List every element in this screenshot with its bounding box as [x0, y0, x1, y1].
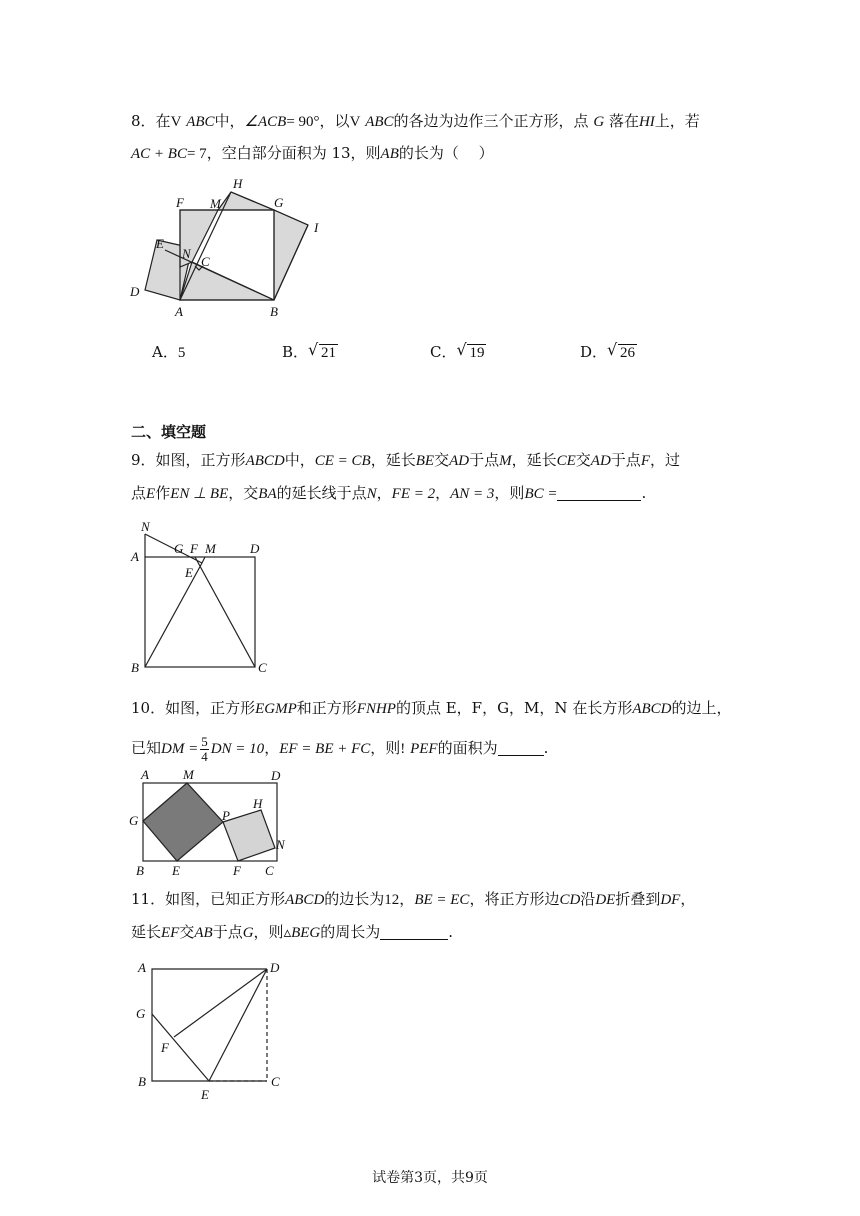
answer-blank[interactable] — [498, 741, 544, 756]
text: 中， — [214, 112, 245, 130]
square-fnhp — [223, 810, 275, 861]
text: 的周长为 — [320, 923, 381, 941]
label-c: C — [271, 1074, 280, 1089]
label-c: C — [201, 254, 210, 269]
math: AB — [194, 925, 213, 941]
answer-blank[interactable] — [557, 486, 641, 501]
text: . — [641, 484, 647, 502]
triangle-shade-bottom — [180, 262, 274, 300]
text: 延长 — [131, 923, 162, 941]
text: 的面积为 — [437, 739, 498, 757]
text: 折叠到 — [615, 890, 661, 908]
math: BEG — [291, 925, 321, 941]
choice-letter: B． — [282, 343, 309, 361]
choice-b[interactable] — [282, 341, 338, 364]
text: 上，若 — [654, 112, 700, 130]
text: 在 — [155, 112, 171, 130]
text: 的顶点 E，F，G，M，N 在长方形 — [395, 699, 633, 717]
math: BE — [415, 453, 435, 469]
text: 如图，已知正方形 — [165, 890, 286, 908]
math: EN ⊥ BE — [170, 486, 229, 502]
text: ， — [435, 484, 451, 502]
text: 和正方形 — [296, 699, 357, 717]
text: ，交 — [228, 484, 259, 502]
numerator: 5 — [201, 733, 208, 749]
text: ， — [376, 484, 392, 502]
choice-value: 21 — [321, 345, 337, 361]
triangle-symbol: V — [349, 114, 361, 130]
text: 落在 — [608, 112, 639, 130]
text: ，以 — [319, 112, 350, 130]
text: ，空白部分面积为 13，则 — [206, 144, 381, 162]
text: ，过 — [649, 451, 680, 469]
math: = 90° — [286, 114, 320, 130]
label-f: F — [176, 195, 184, 210]
choice-value: 19 — [469, 345, 485, 361]
text: 交 — [179, 923, 195, 941]
label-b: B — [136, 863, 144, 878]
label-f: F — [190, 541, 198, 556]
text: 于点 — [469, 451, 500, 469]
q9-line1 — [131, 449, 680, 472]
choice-letter: D． — [580, 343, 608, 361]
label-a: A — [138, 960, 146, 975]
q10-line1 — [131, 697, 732, 720]
answer-blank[interactable] — [380, 925, 448, 940]
math: ∠ACB — [244, 114, 287, 130]
text: ，将正方形边 — [469, 890, 560, 908]
text: 的长为（ ） — [398, 144, 494, 162]
label-e: E — [156, 236, 164, 251]
text: 的边上， — [671, 699, 732, 717]
question-number: 10． — [131, 699, 166, 717]
label-e: E — [201, 1087, 209, 1102]
text: 的边长为 — [324, 890, 385, 908]
text: ，则 — [494, 484, 525, 502]
label-d: D — [270, 960, 280, 975]
math: CE — [556, 453, 576, 469]
text: 沿 — [580, 890, 596, 908]
section-title: 二、填空题 — [131, 423, 207, 441]
math: ABC — [365, 114, 394, 130]
choice-value: 5 — [177, 345, 186, 361]
text: 于点 — [212, 923, 243, 941]
label-m: M — [183, 768, 194, 782]
label-b: B — [270, 304, 278, 319]
choice-c[interactable] — [430, 341, 486, 364]
question-number: 9． — [131, 451, 156, 469]
label-e: E — [172, 863, 180, 878]
math: DM = — [161, 741, 199, 757]
math: PEF — [410, 741, 438, 757]
label-c: C — [258, 660, 267, 675]
label-b: B — [138, 1074, 146, 1089]
text: ， — [264, 739, 280, 757]
label-p: P — [222, 808, 230, 823]
text: 中， — [284, 451, 315, 469]
text: 已知 — [131, 739, 162, 757]
sqrt: √ 26 — [607, 340, 636, 361]
text: . — [543, 739, 549, 757]
label-a: A — [131, 549, 139, 564]
math: ABCD — [632, 701, 672, 717]
text: 的延长线于点 — [276, 484, 367, 502]
square-egmp — [143, 783, 223, 861]
label-n: N — [182, 246, 191, 261]
math: G — [242, 925, 254, 941]
label-h: H — [233, 176, 243, 191]
math: F — [640, 453, 650, 469]
q10-line2 — [131, 733, 548, 764]
label-g: G — [274, 195, 284, 210]
math: 12 — [384, 892, 400, 908]
math: HI — [638, 114, 655, 130]
text: ，则 — [370, 739, 401, 757]
text: 如图，正方形 — [155, 451, 246, 469]
math: EF — [161, 925, 180, 941]
label-g: G — [136, 1006, 146, 1021]
triangle-symbol: ! — [400, 741, 406, 757]
math: FE = 2 — [391, 486, 436, 502]
math: DE — [595, 892, 616, 908]
page-footer: 试卷第3页，共9页 — [372, 1170, 488, 1186]
choice-letter: C． — [430, 343, 457, 361]
q8-figure — [120, 172, 340, 322]
math: M — [499, 453, 512, 469]
label-e: E — [185, 565, 193, 580]
denominator: 4 — [201, 748, 208, 764]
choice-letter: A． — [152, 343, 178, 361]
text: ，延长 — [511, 451, 557, 469]
math: AC + BC — [131, 146, 187, 162]
label-b: B — [131, 660, 139, 675]
triangle-symbol: ▵ — [283, 925, 292, 941]
label-a: A — [141, 768, 149, 782]
label-m: M — [210, 196, 221, 211]
q11-line1 — [131, 888, 695, 911]
label-f: F — [161, 1040, 169, 1055]
math: BE = EC — [414, 892, 470, 908]
choice-a[interactable] — [152, 341, 185, 364]
math: CE = CB — [314, 453, 371, 469]
choice-value: 26 — [620, 345, 636, 361]
label-d: D — [250, 541, 260, 556]
math: AD — [449, 453, 470, 469]
label-m: M — [205, 541, 216, 556]
fraction — [200, 735, 209, 764]
sqrt: √ 19 — [456, 340, 485, 361]
math: FNHP — [356, 701, 396, 717]
q8-line2 — [131, 142, 494, 165]
math: DN = 10 — [210, 741, 265, 757]
math: BC = — [524, 486, 558, 502]
text: 如图，正方形 — [165, 699, 256, 717]
math: AD — [590, 453, 611, 469]
text: 的各边为边作三个正方形，点 — [393, 112, 589, 130]
choice-d[interactable] — [580, 341, 637, 364]
text: ，延长 — [370, 451, 416, 469]
label-h: H — [253, 796, 263, 811]
label-g: G — [129, 813, 139, 828]
q11-line2 — [131, 921, 453, 944]
triangle-symbol: V — [170, 114, 182, 130]
math: N — [366, 486, 377, 502]
math: = 7 — [186, 146, 207, 162]
text: 于点 — [610, 451, 641, 469]
text: ， — [680, 890, 696, 908]
label-g: G — [174, 541, 184, 556]
label-d: D — [130, 284, 140, 299]
q8-line1 — [131, 110, 700, 133]
math: DF — [660, 892, 681, 908]
q9-figure — [125, 517, 285, 679]
label-i: I — [314, 220, 319, 235]
label-n: N — [276, 837, 285, 852]
question-number: 11． — [131, 890, 166, 908]
text: 作 — [155, 484, 171, 502]
text: 交 — [575, 451, 591, 469]
label-a: A — [175, 304, 183, 319]
math: ABC — [186, 114, 215, 130]
q11-figure — [125, 955, 300, 1105]
square-bcgi — [274, 210, 308, 300]
math: ABCD — [245, 453, 285, 469]
math: E — [146, 486, 156, 502]
math: AB — [380, 146, 399, 162]
math: EF = BE + FC — [279, 741, 371, 757]
q9-line2 — [131, 482, 646, 505]
question-number: 8． — [131, 112, 156, 130]
sqrt: √ 21 — [308, 340, 337, 361]
q10-figure — [125, 768, 295, 880]
text: ，则 — [253, 923, 284, 941]
math: EGMP — [255, 701, 297, 717]
label-d: D — [271, 768, 281, 783]
math: BA — [258, 486, 277, 502]
label-f: F — [233, 863, 241, 878]
math: AN = 3 — [450, 486, 495, 502]
text: 交 — [434, 451, 450, 469]
text: . — [448, 923, 454, 941]
math: G — [593, 114, 605, 130]
math: CD — [559, 892, 581, 908]
text: 点 — [131, 484, 147, 502]
label-c: C — [265, 863, 274, 878]
text: ， — [399, 890, 415, 908]
math: ABCD — [285, 892, 325, 908]
label-n: N — [141, 519, 150, 534]
